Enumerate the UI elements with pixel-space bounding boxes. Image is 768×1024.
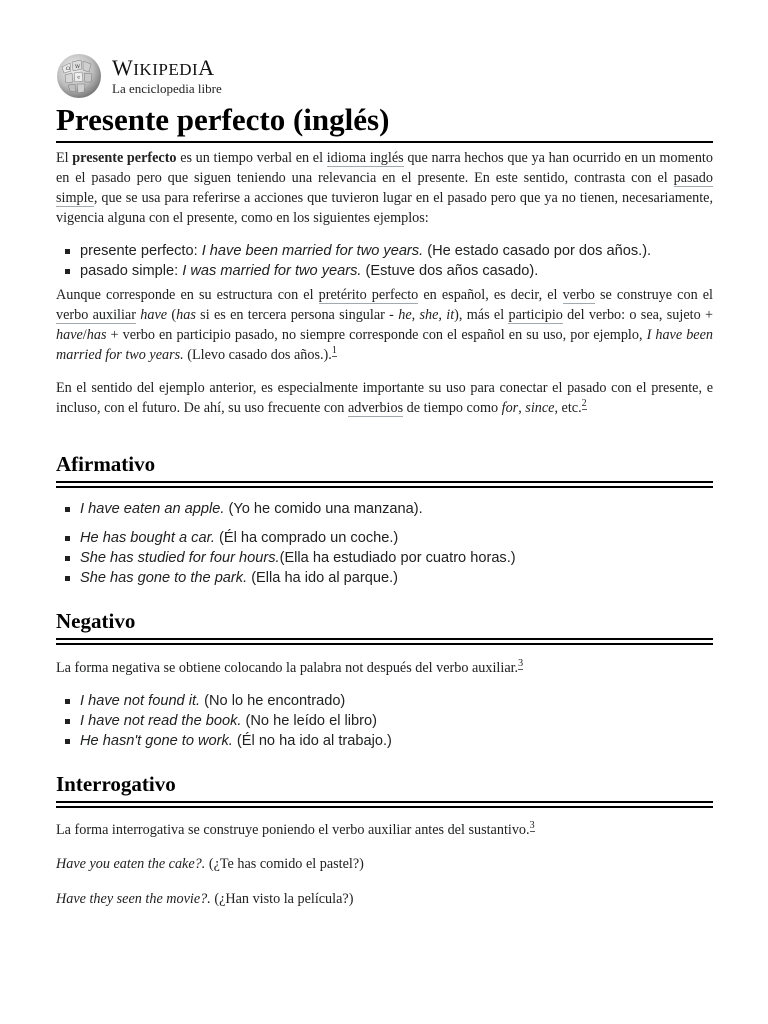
list-item: He hasn't gone to work. (Él no ha ido al trabajo.) (80, 731, 713, 751)
wordmark-tagline: La enciclopedia libre (112, 81, 222, 96)
svg-text:W: W (75, 64, 81, 70)
list-item: pasado simple: I was married for two years. (Estuve dos años casado). (80, 261, 713, 281)
wikipedia-header[interactable] (56, 54, 713, 98)
list-item: I have not read the book. (No he leído el libro) (80, 711, 713, 731)
svg-text:Ω: Ω (66, 66, 71, 72)
reference-3[interactable]: 3 (518, 658, 524, 670)
negativo-list (56, 691, 713, 751)
interrogativo-example-2: Have they seen the movie?. (¿Han visto la película?) (56, 891, 354, 907)
structure-paragraph: Aunque corresponde en su estructura con el pretérito perfecto en español, es decir, el verbo se construye con el verbo auxiliar have (has si es en tercera persona singular - he, she, it), más el participio del verbo: o sea, sujeto + have/has + verbo en participio pasado, no siempre corresponde con el español en su uso, por ejemplo, I have been married for two years. (Llevo casado dos años.).$^1$ (56, 287, 714, 363)
article (56, 54, 713, 909)
link-participio[interactable]: participio (508, 307, 563, 323)
usage-paragraph: En el sentido del ejemplo anterior, es especialmente importante su uso para conectar el pasado con el presente, e incluso, con el futuro. De ahí, su uso frecuente con adverbios de tiempo como for, since, etc.$^2$ (56, 380, 713, 416)
afirmativo-list (56, 499, 713, 588)
link-pasado-simple[interactable]: pasado simple (56, 170, 713, 206)
wordmark-text: WIKIPEDIA (112, 55, 215, 80)
intro-paragraph: El presente perfecto es un tiempo verbal en el idioma inglés que narra hechos que ya han ocurrido en un momento en el pasado pero que siguen teniendo una relevancia en el presente. En este sentido, contrasta con el pasado simple, que se usa para referirse a acciones que tuvieron lugar en el pasado pero que ya no tienen, necesariamente, vigencia alguna con el presente, como en los siguientes ejemplos: (56, 150, 713, 226)
list-item: She has gone to the park. (Ella ha ido al parque.) (80, 568, 713, 588)
reference-2[interactable]: 2 (581, 398, 587, 410)
list-item: He has bought a car. (Él ha comprado un coche.) (80, 528, 713, 548)
interrogativo-example-1: Have you eaten the cake?. (¿Te has comido el pastel?) (56, 856, 364, 872)
link-verbo-auxiliar[interactable]: verbo auxiliar (56, 307, 136, 323)
list-item: She has studied for four hours.(Ella ha estudiado por cuatro horas.) (80, 548, 713, 568)
link-idioma-ingles[interactable]: idioma inglés (326, 150, 404, 166)
link-verbo[interactable]: verbo (562, 287, 595, 303)
reference-1[interactable]: 1 (331, 345, 337, 357)
svg-text:ব: ব (77, 75, 80, 81)
wikipedia-wordmark[interactable] (112, 57, 222, 95)
heading-interrogativo: Interrogativo (56, 771, 713, 803)
wikipedia-globe-icon[interactable] (56, 53, 102, 99)
list-item: I have eaten an apple. (Yo he comido una manzana). (80, 499, 713, 519)
reference-3[interactable]: 3 (529, 820, 535, 832)
page-title: Presente perfecto (inglés) (56, 102, 713, 143)
intro-examples-list (56, 241, 713, 281)
list-item: presente perfecto: I have been married for two years. (He estado casado por dos años.). (80, 241, 713, 261)
heading-afirmativo: Afirmativo (56, 451, 713, 483)
interrogativo-paragraph: La forma interrogativa se construye poniendo el verbo auxiliar antes del sustantivo.$^3$ (56, 820, 535, 838)
link-adverbios[interactable]: adverbios (347, 400, 404, 416)
link-preterito-perfecto[interactable]: pretérito perfecto (318, 287, 419, 303)
negativo-paragraph: La forma negativa se obtiene colocando la palabra not después del verbo auxiliar.$^3$ (56, 658, 524, 676)
list-item: I have not found it. (No lo he encontrado) (80, 691, 713, 711)
heading-negativo: Negativo (56, 608, 713, 640)
